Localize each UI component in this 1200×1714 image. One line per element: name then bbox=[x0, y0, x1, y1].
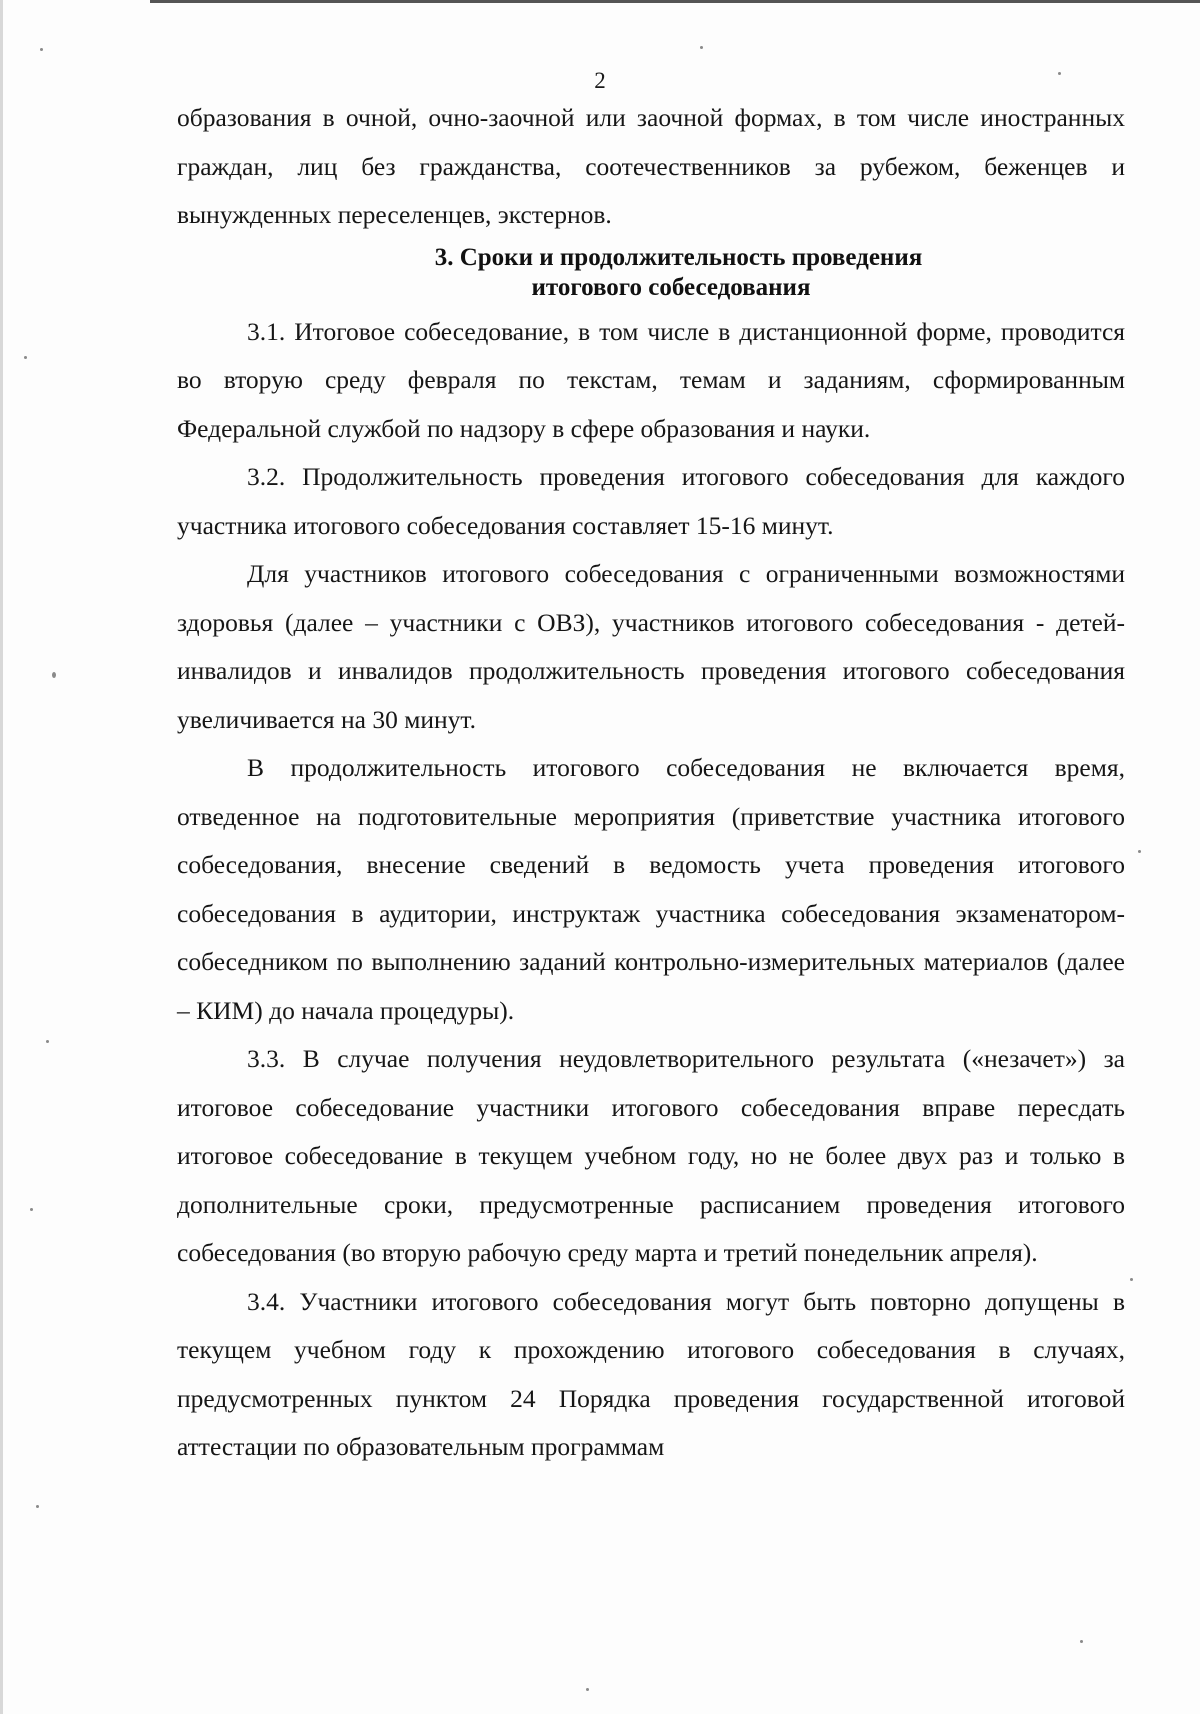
section-heading-line-2: итогового собеседования bbox=[531, 273, 811, 301]
paragraph-3-3: 3.3. В случае получения неудовлетворительного результата («незачет») за итоговое собеседование участники итогового собеседования вправе пересдать итоговое собеседование в текущем учебном году, но не более двух раз и только в дополнительные сроки, предусмотренные расписанием проведения итогового собеседования (во вторую рабочую среду марта и третий понедельник апреля). bbox=[177, 1044, 1125, 1267]
document-body bbox=[177, 94, 1125, 1472]
scan-speck bbox=[24, 356, 27, 359]
section-heading bbox=[177, 240, 1125, 308]
paragraph-ovz: Для участников итогового собеседования с ограниченными возможностями здоровья (далее – участники с ОВЗ), участников итогового собеседования - детей-инвалидов и инвалидов продолжительность проведения итогового собеседования увеличивается на 30 минут. bbox=[177, 559, 1125, 734]
paragraph-3-1: 3.1. Итоговое собеседование, в том числе в дистанционной форме, проводится во вторую среду февраля по текстам, темам и заданиям, сформированным Федеральной службой по надзору в сфере образования и науки. bbox=[177, 316, 1125, 443]
paragraph-3-2: 3.2. Продолжительность проведения итогового собеседования для каждого участника итогового собеседования составляет 15-16 минут. bbox=[177, 462, 1125, 540]
scan-speck bbox=[586, 1688, 589, 1691]
scan-speck bbox=[1080, 1640, 1083, 1643]
scan-left-edge bbox=[0, 0, 3, 1714]
scan-speck bbox=[46, 1040, 49, 1043]
paragraph-duration-exclusions: В продолжительность итогового собеседования не включается время, отведенное на подготовительные мероприятия (приветствие участника итогового собеседования, внесение сведений в ведомость учета проведения итогового собеседования в аудитории, инструктаж участника собеседования экзаменатором-собеседником по выполнению заданий контрольно-измерительных материалов (далее – КИМ) до начала процедуры). bbox=[177, 753, 1125, 1025]
scan-speck bbox=[1130, 1278, 1133, 1281]
scan-speck bbox=[36, 1505, 39, 1508]
scan-speck bbox=[30, 1208, 33, 1211]
paragraph-3-4: 3.4. Участники итогового собеседования могут быть повторно допущены в текущем учебном году к прохождению итогового собеседования в случаях, предусмотренных пунктом 24 Порядка проведения государственной итоговой аттестации по образовательным программам bbox=[177, 1286, 1125, 1461]
scan-speck bbox=[40, 48, 43, 51]
scan-speck bbox=[700, 46, 703, 49]
scan-top-edge bbox=[150, 0, 1200, 3]
section-heading-line-1: 3. Сроки и продолжительность проведения bbox=[434, 243, 923, 271]
page-number: 2 bbox=[594, 68, 606, 93]
scan-speck bbox=[1138, 850, 1141, 853]
scan-speck bbox=[52, 672, 56, 678]
intro-paragraph: образования в очной, очно-заочной или заочной формах, в том числе иностранных граждан, лиц без гражданства, соотечественников за рубежом, беженцев и вынужденных переселенцев, экстернов. bbox=[177, 103, 1125, 229]
